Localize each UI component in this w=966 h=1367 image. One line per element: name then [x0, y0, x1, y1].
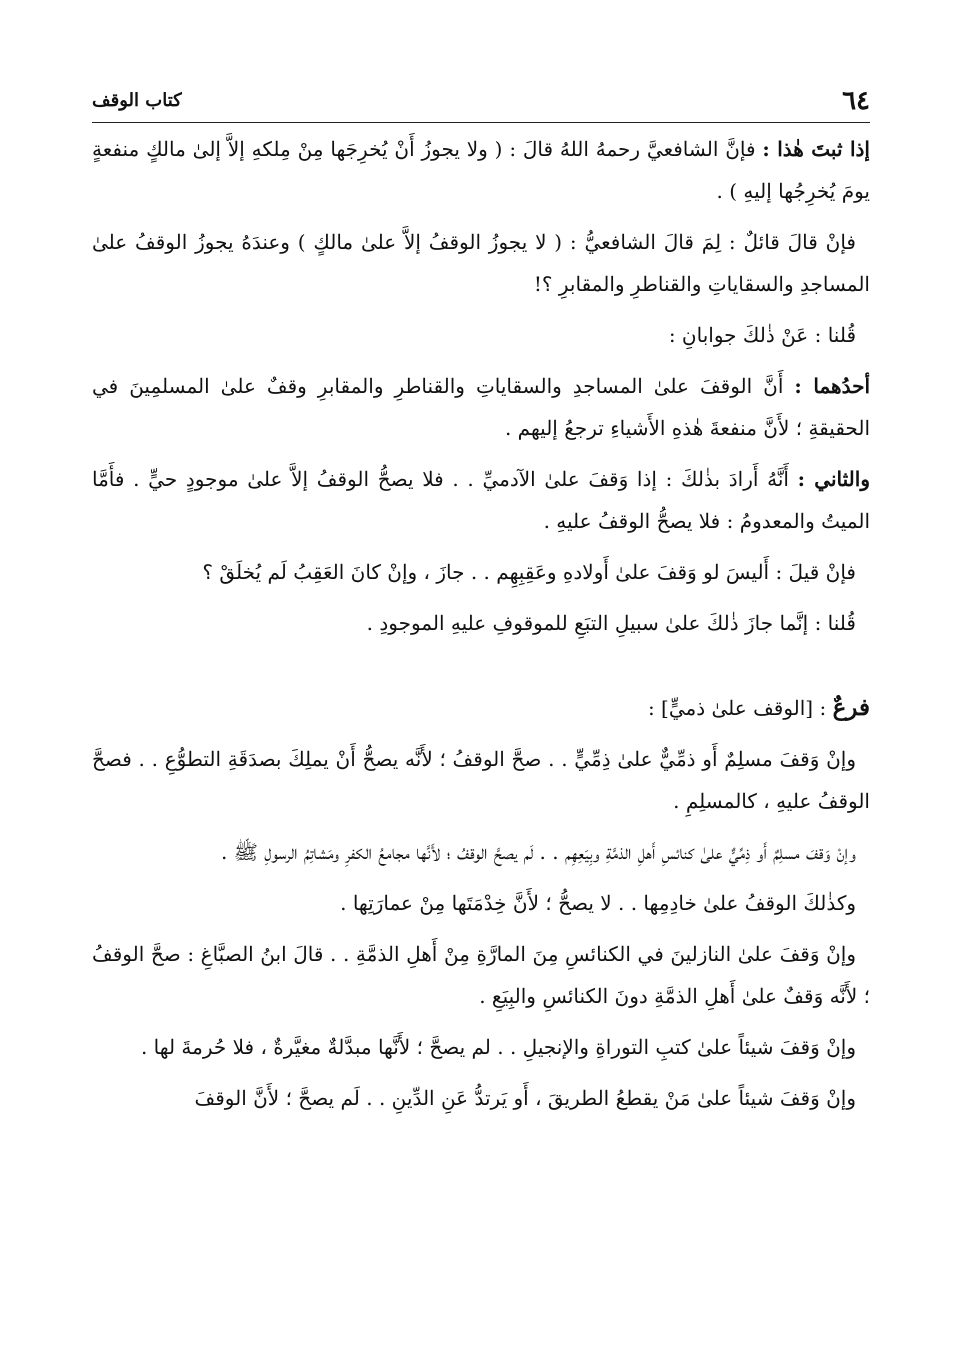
paragraph-text: وإنْ وَقفَ مسلِمٌ أَو ذِمِّيٌّ علىٰ كنائسِ أَهلِ الذمَّةِ وبِيَعِهِم . . لَم يصحَّ الوقفُ ؛ لأَنَّها مجامعُ الكفرِ ومَشاتِمُ الرسولِ ﷺ .: [221, 840, 856, 864]
branch-heading: [92, 687, 870, 729]
main-text: [92, 128, 870, 1128]
paragraph-text: وإنْ وَقفَ شيئاً علىٰ كتبِ التوراةِ والإنجيلِ . . لم يصحَّ ؛ لأَنَّها مبدَّلةٌ مغيَّرةٌ ، فلا حُرمةَ لها .: [140, 1035, 856, 1059]
paragraph: [92, 1026, 870, 1068]
paragraph: [92, 882, 870, 924]
paragraph-text: فإنْ قالَ قائلٌ : لِمَ قالَ الشافعيُّ : ( لا يجوزُ الوقفُ إلاَّ علىٰ مالكٍ ) وعندَهُ يجوزُ الوقفُ علىٰ المساجدِ والسقاياتِ والقناطرِ والمقابرِ ؟!: [92, 230, 870, 296]
paragraph-text: أَنَّهُ أَرادَ بذٰلكَ : إذا وَقفَ علىٰ الآدميِّ . . فلا يصحُّ الوقفُ إلاَّ علىٰ موجودٍ حيٍّ . فأَمَّا الميتُ والمعدومُ : فلا يصحُّ الوقفُ عليهِ .: [92, 467, 870, 533]
paragraph: [92, 128, 870, 212]
paragraph-lead: والثاني :: [797, 467, 870, 491]
paragraph-text: أَنَّ الوقفَ علىٰ المساجدِ والسقاياتِ والقناطرِ والمقابرِ وقفٌ علىٰ المسلمِينَ في الحقيقةِ ؛ لأَنَّ منفعةَ هٰذهِ الأَشياءِ ترجعُ إليهم .: [92, 374, 870, 440]
paragraph: [92, 551, 870, 593]
paragraph-text: وإنْ وَقفَ مسلِمٌ أَو ذمِّيٌّ علىٰ ذِمِّيٍّ . . صحَّ الوقفُ ؛ لأَنَّه يصحُّ أَنْ يملِكَ بصدَقَةِ التطوُّعِ . . فصحَّ الوقفُ عليهِ ، كالمسلِمِ .: [92, 747, 870, 813]
page-header: [92, 86, 870, 118]
paragraph-text: قُلنا : عَنْ ذٰلكَ جوابانِ :: [668, 323, 856, 347]
page-number: ٦٤: [842, 86, 870, 116]
paragraph-text: وإنْ وَقفَ شيئاً علىٰ مَنْ يقطعُ الطريقَ ، أَو يَرتدُّ عَنِ الدِّينِ . . لَم يصحَّ ؛ لأَنَّ الوقفَ: [194, 1086, 856, 1110]
paragraph: [92, 933, 870, 1017]
paragraph: [92, 602, 870, 644]
paragraph-text: وكذٰلكَ الوقفُ علىٰ خادِمِها . . لا يصحُّ ؛ لأَنَّ خِدْمَتَها مِنْ عمارَتِها .: [340, 891, 856, 915]
paragraph: [92, 458, 870, 542]
paragraph-text: قُلنا : إنَّما جازَ ذٰلكَ علىٰ سبيلِ التبَعِ للموقوفِ عليهِ الموجودِ .: [366, 611, 856, 635]
branch-label: فرعٌ: [832, 694, 870, 721]
paragraph-text: وإنْ وَقفَ علىٰ النازلينَ في الكنائسِ مِنَ المارَّةِ مِنْ أَهلِ الذمَّةِ . . قالَ ابنُ الصبَّاغِ : صحَّ الوقفُ ؛ لأَنَّه وَقفٌ علىٰ أَهلِ الذمَّةِ دونَ الكنائسِ والبِيَعِ .: [92, 942, 870, 1008]
paragraph: [92, 221, 870, 305]
paragraph-lead: إذا ثبتَ هٰذا :: [762, 137, 870, 161]
paragraph: [92, 365, 870, 449]
paragraph-text: فإنْ قيلَ : أَليسَ لو وَقفَ علىٰ أَولادهِ وعَقِبِهِم . . جازَ ، وإنْ كانَ العَقِبُ لَم يُخلَقْ ؟: [202, 560, 856, 584]
paragraph: [92, 738, 870, 822]
paragraph-lead: أحدُهما :: [794, 374, 871, 398]
paragraph: [92, 831, 870, 873]
section-spacer: [92, 653, 870, 687]
paragraph: [92, 314, 870, 356]
running-title: كتاب الوقف: [92, 90, 182, 111]
header-rule: [92, 122, 870, 123]
paragraph-text: فإنَّ الشافعيَّ رحمهُ اللهُ قالَ : ( ولا يجوزُ أَنْ يُخرِجَها مِنْ مِلكهِ إلاَّ إلىٰ مالكٍ منفعةٍ يومَ يُخرِجُها إليهِ ) .: [92, 137, 870, 203]
paragraph: [92, 1077, 870, 1119]
branch-title: : [الوقف علىٰ ذميٍّ] :: [647, 696, 827, 720]
